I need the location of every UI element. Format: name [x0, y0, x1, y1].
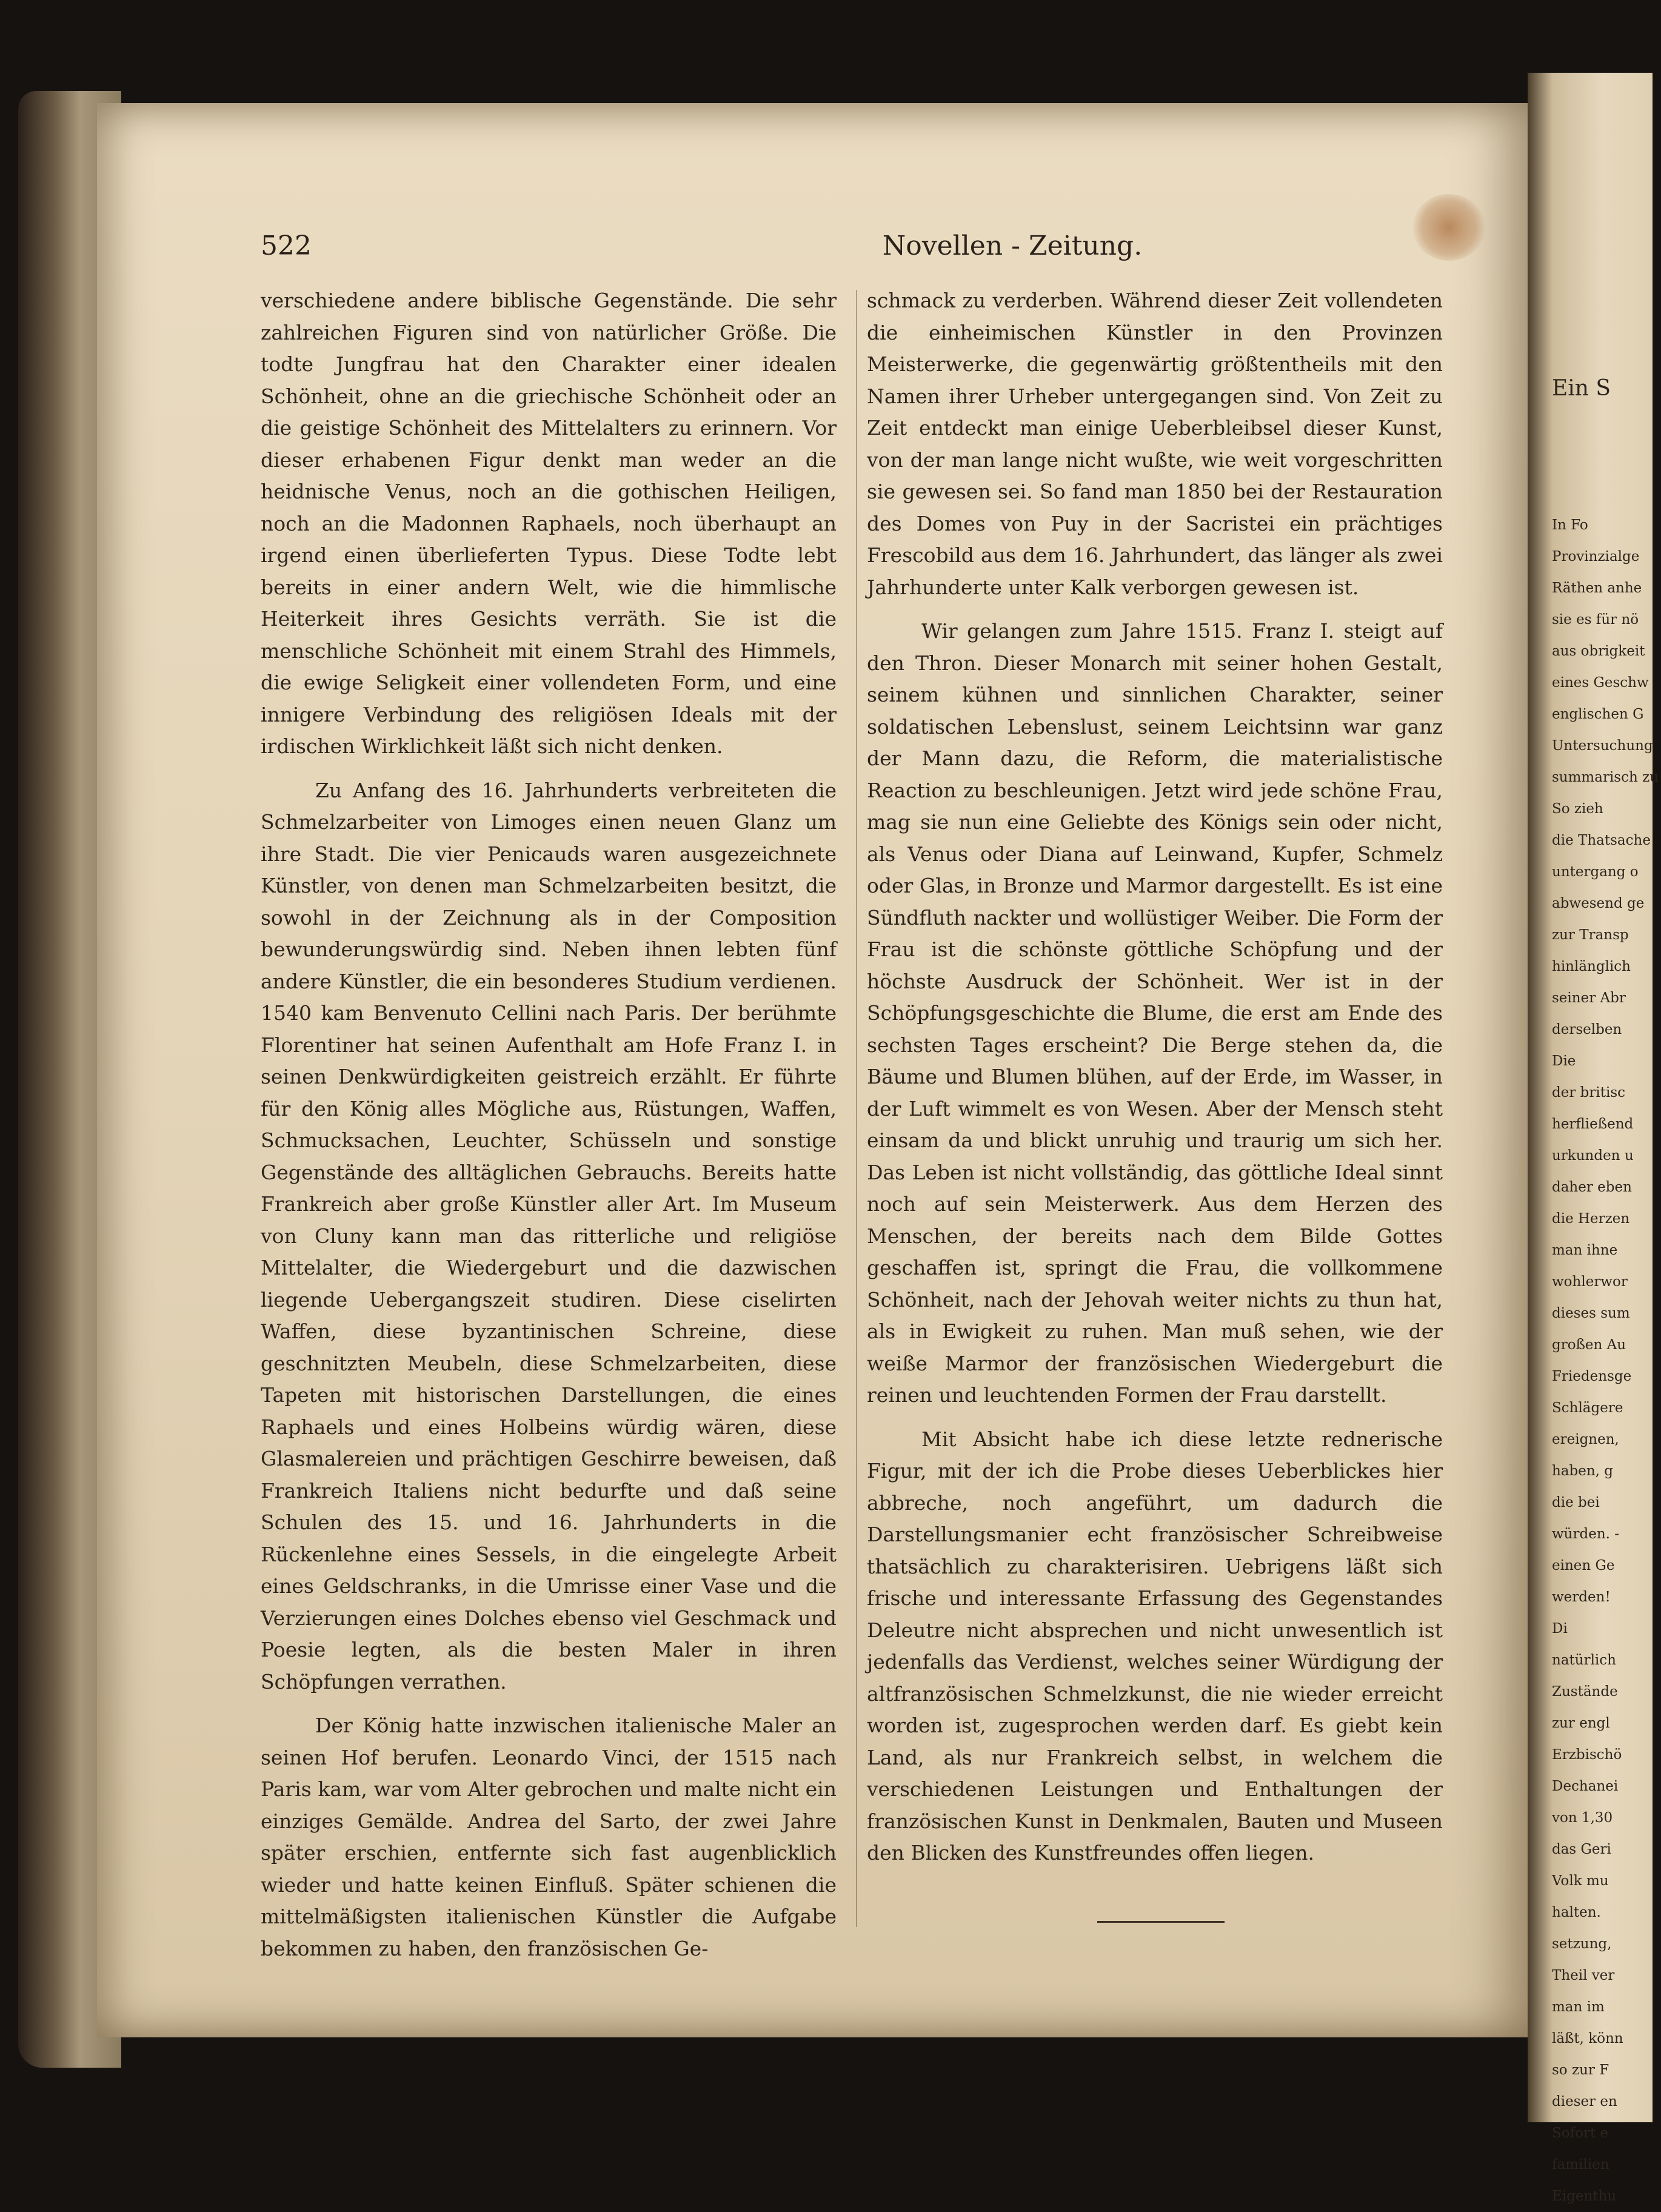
- next-page-line: Volk mu: [1552, 1873, 1609, 1889]
- next-page-line: man im: [1552, 1999, 1605, 2015]
- next-page-line: die Thatsache: [1552, 833, 1651, 848]
- right-column: [867, 285, 1443, 1869]
- paragraph: schmack zu verderben. Während dieser Zeit vollendeten die einheimischen Künstler in den Provinzen Meisterwerke, die gegenwärtig größtentheils mit den Namen ihrer Urheber untergegangen sind. Von Zeit zu Zeit entdeckt man einige Ueberbleibsel dieser Kunst, von der man lange nicht wußte, wie weit vorgeschritten sie gewesen sei. So fand man 1850 bei der Restauration des Domes von Puy in der Sacristei ein prächtiges Frescobild aus dem 16. Jahrhundert, das länger als zwei Jahrhunderte unter Kalk verborgen gewesen ist.: [867, 289, 1443, 599]
- next-page-line: von 1,30: [1552, 1810, 1613, 1826]
- next-page-line: So zieh: [1552, 801, 1603, 817]
- paragraph: Zu Anfang des 16. Jahrhunderts verbreiteten die Schmelzarbeiter von Limoges einen neuen Glanz um ihre Stadt. Die vier Penicauds waren ausgezeichnete Künstler, von denen man Schmelzarbeiten besitzt, die sowohl in der Zeichnung als in der Composition bewunderungswürdig sind. Neben ihnen lebten fünf andere Künstler, die ein besonderes Studium verdienen. 1540 kam Benvenuto Cellini nach Paris. Der berühmte Florentiner hat seinen Aufenthalt am Hofe Franz I. in seinen Denkwürdigkeiten geistreich erzählt. Er führte für den König alles Mögliche aus, Rüstungen, Waffen, Schmucksachen, Leuchter, Schüsseln und sonstige Gegenstände des alltäglichen Gebrauchs. Bereits hatte Frankreich aber große Künstler aller Art. Im Museum von Cluny kann man das ritterliche und religiöse Mittelalter, die Wiedergeburt und die dazwischen liegende Uebergangszeit studiren. Diese ciselirten Waffen, diese byzantinischen Schreine, diese geschnitzten Meubeln, diese Schmelzarbeiten, diese Tapeten mit historischen Darstellungen, die eines Raphaels und eines Holbeins würdig wären, diese Glasmalereien und prächtigen Geschirre beweisen, daß Frankreich Italiens nicht bedurfte und daß seine Schulen des 15. und 16. Jahrhunderts in die Rückenlehne eines Sessels, in die eingelegte Arbeit eines Geldschranks, in die Umrisse einer Vase und die Verzierungen eines Dolches ebenso viel Geschmack und Poesie legten, als die besten Maler in ihren Schöpfungen verrathen.: [261, 778, 837, 1694]
- next-page-line: dieses sum: [1552, 1305, 1630, 1321]
- next-page-line: In Fo: [1552, 517, 1588, 533]
- next-page-text: [1552, 509, 1661, 2212]
- column-divider: [856, 290, 857, 1927]
- next-page-line: ereignen,: [1552, 1432, 1619, 1447]
- next-page-line: derselben: [1552, 1022, 1622, 1037]
- next-page-line: so zur F: [1552, 2062, 1609, 2078]
- next-page-line: der britisc: [1552, 1085, 1625, 1101]
- next-page-line: zur engl: [1552, 1715, 1610, 1731]
- next-page-line: natürlich: [1552, 1652, 1616, 1668]
- next-page-line: Zustände: [1552, 1684, 1618, 1700]
- next-page-line: untergang o: [1552, 864, 1639, 880]
- next-page-line: Untersuchung: [1552, 738, 1653, 754]
- next-page-edge: [1528, 73, 1659, 2204]
- paragraph: Wir gelangen zum Jahre 1515. Franz I. steigt auf den Thron. Dieser Monarch mit seiner hohen Gestalt, seinem kühnen und sinnlichen Charakter, seiner soldatischen Lebenslust, seinem Leichtsinn war ganz der Mann dazu, die Reform, die materialistische Reaction zu beschleunigen. Jetzt wird jede schöne Frau, mag sie nun eine Geliebte des Königs sein oder nicht, als Venus oder Diana auf Leinwand, Kupfer, Schmelz oder Glas, in Bronze und Marmor dargestellt. Es ist eine Sündfluth nackter und wollüstiger Weiber. Die Form der Frau ist die schönste göttliche Schöpfung und der höchste Ausdruck der Schönheit. Wer ist in der Schöpfungsgeschichte die Blume, die erst am Ende des sechsten Tages erscheint? Die Berge stehen da, die Bäume und Blumen blühen, auf der Erde, im Wasser, in der Luft wimmelt es von Wesen. Aber der Mensch steht einsam da und blickt unruhig und traurig um sich her. Das Leben ist nicht vollständig, das göttliche Ideal sinnt noch auf sein Meisterwerk. Aus dem Herzen des Menschen, der bereits nach dem Bilde Gottes geschaffen ist, springt die Frau, die vollkommene Schönheit, nach der Jehovah weiter nichts zu thun hat, als in Ewigkeit zu ruhen. Man muß sehen, wie der weiße Marmor der französischen Wiedergeburt die reinen und leuchtenden Formen der Frau darstellt.: [867, 619, 1443, 1407]
- next-page-line: aus obrigkeit: [1552, 643, 1645, 659]
- next-page-line: Sofort e: [1552, 2125, 1609, 2141]
- running-head: Novellen - Zeitung.: [882, 230, 1143, 261]
- page-number: 522: [261, 230, 312, 261]
- next-page-line: Schlägere: [1552, 1400, 1623, 1416]
- next-page-line: man ihne: [1552, 1242, 1618, 1258]
- section-end-rule: [1097, 1921, 1225, 1923]
- next-page-line: Friedensge: [1552, 1369, 1632, 1384]
- next-page-line: daher eben: [1552, 1179, 1632, 1195]
- next-page-line: Provinzialge: [1552, 549, 1640, 565]
- next-page-line: Erzbischö: [1552, 1747, 1622, 1763]
- next-page-line: großen Au: [1552, 1337, 1626, 1353]
- next-page-line: summarisch zu: [1552, 769, 1659, 785]
- paragraph: Mit Absicht habe ich diese letzte rednerische Figur, mit der ich die Probe dieses Ueberblickes hier abbreche, noch angeführt, um dadurch die Darstellungsmanier echt französischer Schreibweise thatsächlich zu charakterisiren. Uebrigens läßt sich frische und interessante Erfassung des Gegenstandes Deleutre nicht absprechen und nicht unwesentlich ist jedenfalls das Verdienst, welches seiner Würdigung der altfranzösischen Schmelzkunst, die nie wieder erreicht worden ist, zugesprochen werden darf. Es giebt kein Land, als nur Frankreich selbst, in welchem die verschiedenen Leistungen und Enthaltungen der französischen Kunst in Denkmalen, Bauten und Museen den Blicken des Kunstfreundes offen liegen.: [867, 1427, 1443, 1865]
- next-page-title: Ein S: [1552, 376, 1611, 401]
- next-page-line: das Geri: [1552, 1842, 1611, 1857]
- next-page-line: herfließend: [1552, 1116, 1634, 1132]
- next-page-line: die Herzen: [1552, 1211, 1630, 1227]
- next-page-line: läßt, könn: [1552, 2031, 1623, 2046]
- next-page-line: englischen G: [1552, 706, 1644, 722]
- next-page-line: Dechanei: [1552, 1778, 1619, 1794]
- next-page-line: halten.: [1552, 1905, 1601, 1920]
- next-page-line: würden. -: [1552, 1526, 1620, 1542]
- next-page-line: einen Ge: [1552, 1558, 1615, 1574]
- next-page-line: dieser en: [1552, 2094, 1617, 2110]
- next-page-line: setzung,: [1552, 1936, 1612, 1952]
- paragraph: verschiedene andere biblische Gegenstände. Die sehr zahlreichen Figuren sind von natürlicher Größe. Die todte Jungfrau hat den Charakter einer idealen Schönheit, ohne an die griechische Schönheit oder an die geistige Schönheit des Mittelalters zu erinnern. Vor dieser erhabenen Figur denkt man weder an die heidnische Venus, noch an die gothischen Heiligen, noch an die Madonnen Raphaels, noch überhaupt an irgend einen überlieferten Typus. Diese Todte lebt bereits in einer andern Welt, wie die himmlische Heiterkeit ihres Gesichts verräth. Sie ist die menschliche Schönheit mit einem Strahl des Himmels, die ewige Seligkeit einer vollendeten Form, und eine innigere Verbindung des religiösen Ideals mit der irdischen Wirklichkeit läßt sich nicht denken.: [261, 289, 837, 758]
- next-page-line: sie es für nö: [1552, 612, 1639, 628]
- next-page-line: Räthen anhe: [1552, 580, 1642, 596]
- page-header: [261, 230, 1455, 273]
- next-page-line: Die: [1552, 1053, 1576, 1069]
- next-page-line: abwesend ge: [1552, 896, 1645, 911]
- next-page-line: zur Transp: [1552, 927, 1629, 943]
- paragraph: Der König hatte inzwischen italienische Maler an seinen Hof berufen. Leonardo Vinci, der 1515 nach Paris kam, war vom Alter gebrochen und malte nicht ein einziges Gemälde. Andrea del Sarto, der zwei Jahre später erschien, entfernte sich fast augenblicklich wieder und hatte keinen Einfluß. Später schienen die mittelmäßigsten italienischen Künstler die Aufgabe bekommen zu haben, den französischen Ge-: [261, 1714, 837, 1960]
- next-page-line: familien: [1552, 2157, 1609, 2173]
- next-page-line: urkunden u: [1552, 1148, 1634, 1164]
- next-page-line: haben, g: [1552, 1463, 1614, 1479]
- next-page-line: die bei: [1552, 1495, 1600, 1510]
- next-page-line: hinlänglich: [1552, 959, 1631, 974]
- next-page-line: eines Geschw: [1552, 675, 1649, 691]
- next-page-line: seiner Abr: [1552, 990, 1626, 1006]
- next-page-line: Theil ver: [1552, 1968, 1615, 1983]
- next-page-line: Di: [1552, 1621, 1568, 1637]
- next-page-line: wohlerwor: [1552, 1274, 1628, 1290]
- next-page-line: Eigenthu: [1552, 2188, 1617, 2204]
- left-column: [261, 285, 837, 1965]
- next-page-line: werden!: [1552, 1589, 1611, 1605]
